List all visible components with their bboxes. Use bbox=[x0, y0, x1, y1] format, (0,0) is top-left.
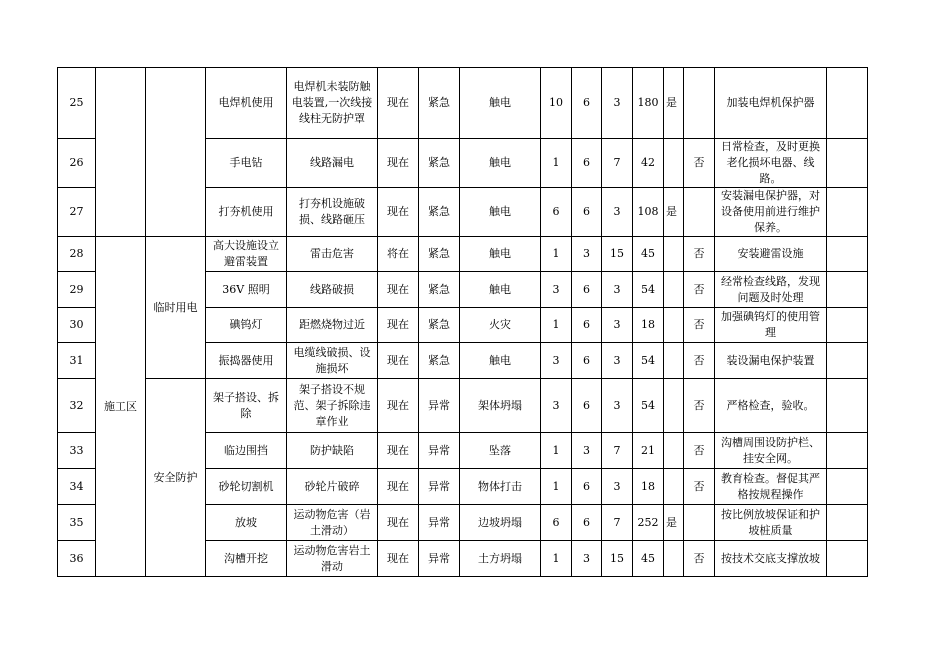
state-cell: 现在 bbox=[378, 505, 419, 541]
condition-cell: 紧急 bbox=[419, 272, 460, 308]
not-major-cell bbox=[684, 68, 715, 139]
l-value-cell: 1 bbox=[541, 308, 572, 343]
l-value-cell: 1 bbox=[541, 139, 572, 188]
d-value-cell: 18 bbox=[633, 469, 664, 505]
remark-cell bbox=[827, 433, 868, 469]
condition-cell: 异常 bbox=[419, 469, 460, 505]
remark-cell bbox=[827, 188, 868, 237]
control-measure-cell: 沟槽周围设防护栏、挂安全网。 bbox=[715, 433, 827, 469]
accident-cell: 土方坍塌 bbox=[460, 541, 541, 577]
remark-cell bbox=[827, 308, 868, 343]
c-value-cell: 3 bbox=[602, 272, 633, 308]
hazard-cell: 线路漏电 bbox=[287, 139, 378, 188]
not-major-cell: 否 bbox=[684, 541, 715, 577]
e-value-cell: 6 bbox=[572, 68, 602, 139]
e-value-cell: 6 bbox=[572, 469, 602, 505]
hazard-cell: 线路破损 bbox=[287, 272, 378, 308]
row-number-cell: 33 bbox=[58, 433, 96, 469]
d-value-cell: 108 bbox=[633, 188, 664, 237]
not-major-cell bbox=[684, 505, 715, 541]
condition-cell: 异常 bbox=[419, 505, 460, 541]
state-cell: 现在 bbox=[378, 68, 419, 139]
major-risk-cell bbox=[664, 469, 684, 505]
major-risk-cell bbox=[664, 379, 684, 433]
not-major-cell: 否 bbox=[684, 139, 715, 188]
hazard-cell: 砂轮片破碎 bbox=[287, 469, 378, 505]
accident-cell: 火灾 bbox=[460, 308, 541, 343]
not-major-cell: 否 bbox=[684, 469, 715, 505]
c-value-cell: 7 bbox=[602, 433, 633, 469]
d-value-cell: 42 bbox=[633, 139, 664, 188]
state-cell: 现在 bbox=[378, 433, 419, 469]
remark-cell bbox=[827, 469, 868, 505]
major-risk-cell bbox=[664, 433, 684, 469]
activity-cell: 手电钻 bbox=[206, 139, 287, 188]
row-number-cell: 36 bbox=[58, 541, 96, 577]
area-cell bbox=[96, 68, 146, 237]
l-value-cell: 6 bbox=[541, 188, 572, 237]
activity-cell: 电焊机使用 bbox=[206, 68, 287, 139]
accident-cell: 边坡坍塌 bbox=[460, 505, 541, 541]
l-value-cell: 3 bbox=[541, 379, 572, 433]
e-value-cell: 6 bbox=[572, 139, 602, 188]
not-major-cell: 否 bbox=[684, 433, 715, 469]
area-cell: 施工区 bbox=[96, 237, 146, 577]
row-number-cell: 27 bbox=[58, 188, 96, 237]
accident-cell: 触电 bbox=[460, 139, 541, 188]
remark-cell bbox=[827, 379, 868, 433]
major-risk-cell: 是 bbox=[664, 188, 684, 237]
hazard-cell: 架子搭设不规范、架子拆除违章作业 bbox=[287, 379, 378, 433]
remark-cell bbox=[827, 541, 868, 577]
not-major-cell: 否 bbox=[684, 237, 715, 272]
d-value-cell: 252 bbox=[633, 505, 664, 541]
control-measure-cell: 教育检查。督促其严格按规程操作 bbox=[715, 469, 827, 505]
major-risk-cell: 是 bbox=[664, 68, 684, 139]
e-value-cell: 6 bbox=[572, 272, 602, 308]
d-value-cell: 45 bbox=[633, 237, 664, 272]
not-major-cell: 否 bbox=[684, 379, 715, 433]
d-value-cell: 180 bbox=[633, 68, 664, 139]
c-value-cell: 3 bbox=[602, 379, 633, 433]
table-row bbox=[58, 237, 868, 272]
l-value-cell: 1 bbox=[541, 433, 572, 469]
state-cell: 现在 bbox=[378, 541, 419, 577]
c-value-cell: 15 bbox=[602, 541, 633, 577]
activity-cell: 打夯机使用 bbox=[206, 188, 287, 237]
major-risk-cell bbox=[664, 272, 684, 308]
category-cell: 临时用电 bbox=[146, 237, 206, 379]
major-risk-cell bbox=[664, 308, 684, 343]
accident-cell: 触电 bbox=[460, 68, 541, 139]
l-value-cell: 3 bbox=[541, 343, 572, 379]
control-measure-cell: 按比例放坡保证和护坡桩质量 bbox=[715, 505, 827, 541]
state-cell: 现在 bbox=[378, 308, 419, 343]
activity-cell: 临边围挡 bbox=[206, 433, 287, 469]
state-cell: 现在 bbox=[378, 469, 419, 505]
e-value-cell: 3 bbox=[572, 433, 602, 469]
major-risk-cell bbox=[664, 541, 684, 577]
condition-cell: 紧急 bbox=[419, 139, 460, 188]
category-cell: 安全防护 bbox=[146, 379, 206, 577]
c-value-cell: 15 bbox=[602, 237, 633, 272]
c-value-cell: 3 bbox=[602, 308, 633, 343]
d-value-cell: 54 bbox=[633, 272, 664, 308]
row-number-cell: 28 bbox=[58, 237, 96, 272]
not-major-cell: 否 bbox=[684, 308, 715, 343]
e-value-cell: 3 bbox=[572, 237, 602, 272]
c-value-cell: 7 bbox=[602, 139, 633, 188]
accident-cell: 触电 bbox=[460, 237, 541, 272]
d-value-cell: 18 bbox=[633, 308, 664, 343]
e-value-cell: 6 bbox=[572, 505, 602, 541]
major-risk-cell: 是 bbox=[664, 505, 684, 541]
d-value-cell: 54 bbox=[633, 343, 664, 379]
c-value-cell: 3 bbox=[602, 343, 633, 379]
e-value-cell: 6 bbox=[572, 308, 602, 343]
control-measure-cell: 日常检查，及时更换老化损坏电器、线路。 bbox=[715, 139, 827, 188]
state-cell: 现在 bbox=[378, 188, 419, 237]
row-number-cell: 35 bbox=[58, 505, 96, 541]
remark-cell bbox=[827, 237, 868, 272]
not-major-cell: 否 bbox=[684, 272, 715, 308]
row-number-cell: 32 bbox=[58, 379, 96, 433]
category-cell bbox=[146, 68, 206, 237]
condition-cell: 紧急 bbox=[419, 188, 460, 237]
control-measure-cell: 装设漏电保护装置 bbox=[715, 343, 827, 379]
row-number-cell: 26 bbox=[58, 139, 96, 188]
e-value-cell: 6 bbox=[572, 379, 602, 433]
condition-cell: 异常 bbox=[419, 541, 460, 577]
remark-cell bbox=[827, 505, 868, 541]
l-value-cell: 1 bbox=[541, 541, 572, 577]
row-number-cell: 30 bbox=[58, 308, 96, 343]
table-row bbox=[58, 379, 868, 433]
control-measure-cell: 安装避雷设施 bbox=[715, 237, 827, 272]
remark-cell bbox=[827, 68, 868, 139]
accident-cell: 触电 bbox=[460, 272, 541, 308]
not-major-cell bbox=[684, 188, 715, 237]
activity-cell: 高大设施设立避雷装置 bbox=[206, 237, 287, 272]
hazard-cell: 防护缺陷 bbox=[287, 433, 378, 469]
remark-cell bbox=[827, 272, 868, 308]
major-risk-cell bbox=[664, 237, 684, 272]
accident-cell: 触电 bbox=[460, 188, 541, 237]
table-row bbox=[58, 68, 868, 139]
accident-cell: 坠落 bbox=[460, 433, 541, 469]
l-value-cell: 6 bbox=[541, 505, 572, 541]
l-value-cell: 1 bbox=[541, 237, 572, 272]
condition-cell: 异常 bbox=[419, 379, 460, 433]
major-risk-cell bbox=[664, 139, 684, 188]
activity-cell: 砂轮切割机 bbox=[206, 469, 287, 505]
c-value-cell: 3 bbox=[602, 469, 633, 505]
control-measure-cell: 按技术交底支撑放坡 bbox=[715, 541, 827, 577]
state-cell: 现在 bbox=[378, 379, 419, 433]
condition-cell: 异常 bbox=[419, 433, 460, 469]
condition-cell: 紧急 bbox=[419, 237, 460, 272]
state-cell: 现在 bbox=[378, 272, 419, 308]
state-cell: 现在 bbox=[378, 343, 419, 379]
activity-cell: 36V 照明 bbox=[206, 272, 287, 308]
control-measure-cell: 经常检查线路，发现问题及时处理 bbox=[715, 272, 827, 308]
control-measure-cell: 安装漏电保护器，对设备使用前进行维护保养。 bbox=[715, 188, 827, 237]
condition-cell: 紧急 bbox=[419, 68, 460, 139]
hazard-cell: 电焊机未装防触电装置,一次线接线柱无防护罩 bbox=[287, 68, 378, 139]
accident-cell: 物体打击 bbox=[460, 469, 541, 505]
l-value-cell: 3 bbox=[541, 272, 572, 308]
not-major-cell: 否 bbox=[684, 343, 715, 379]
control-measure-cell: 加强碘钨灯的使用管理 bbox=[715, 308, 827, 343]
control-measure-cell: 加装电焊机保护器 bbox=[715, 68, 827, 139]
activity-cell: 架子搭设、拆除 bbox=[206, 379, 287, 433]
condition-cell: 紧急 bbox=[419, 343, 460, 379]
hazard-cell: 运动物危害（岩土滑动） bbox=[287, 505, 378, 541]
e-value-cell: 6 bbox=[572, 188, 602, 237]
row-number-cell: 25 bbox=[58, 68, 96, 139]
d-value-cell: 21 bbox=[633, 433, 664, 469]
remark-cell bbox=[827, 139, 868, 188]
control-measure-cell: 严格检查，验收。 bbox=[715, 379, 827, 433]
remark-cell bbox=[827, 343, 868, 379]
major-risk-cell bbox=[664, 343, 684, 379]
activity-cell: 振捣器使用 bbox=[206, 343, 287, 379]
activity-cell: 碘钨灯 bbox=[206, 308, 287, 343]
hazard-cell: 打夯机设施破损、线路砸压 bbox=[287, 188, 378, 237]
c-value-cell: 7 bbox=[602, 505, 633, 541]
e-value-cell: 6 bbox=[572, 343, 602, 379]
hazard-cell: 距燃烧物过近 bbox=[287, 308, 378, 343]
accident-cell: 触电 bbox=[460, 343, 541, 379]
row-number-cell: 29 bbox=[58, 272, 96, 308]
accident-cell: 架体坍塌 bbox=[460, 379, 541, 433]
hazard-cell: 运动物危害岩土滑动 bbox=[287, 541, 378, 577]
c-value-cell: 3 bbox=[602, 68, 633, 139]
risk-assessment-table bbox=[57, 67, 868, 577]
c-value-cell: 3 bbox=[602, 188, 633, 237]
d-value-cell: 45 bbox=[633, 541, 664, 577]
hazard-cell: 雷击危害 bbox=[287, 237, 378, 272]
condition-cell: 紧急 bbox=[419, 308, 460, 343]
l-value-cell: 10 bbox=[541, 68, 572, 139]
state-cell: 将在 bbox=[378, 237, 419, 272]
d-value-cell: 54 bbox=[633, 379, 664, 433]
hazard-cell: 电缆线破损、设施损坏 bbox=[287, 343, 378, 379]
activity-cell: 沟槽开挖 bbox=[206, 541, 287, 577]
l-value-cell: 1 bbox=[541, 469, 572, 505]
row-number-cell: 31 bbox=[58, 343, 96, 379]
activity-cell: 放坡 bbox=[206, 505, 287, 541]
state-cell: 现在 bbox=[378, 139, 419, 188]
e-value-cell: 3 bbox=[572, 541, 602, 577]
row-number-cell: 34 bbox=[58, 469, 96, 505]
